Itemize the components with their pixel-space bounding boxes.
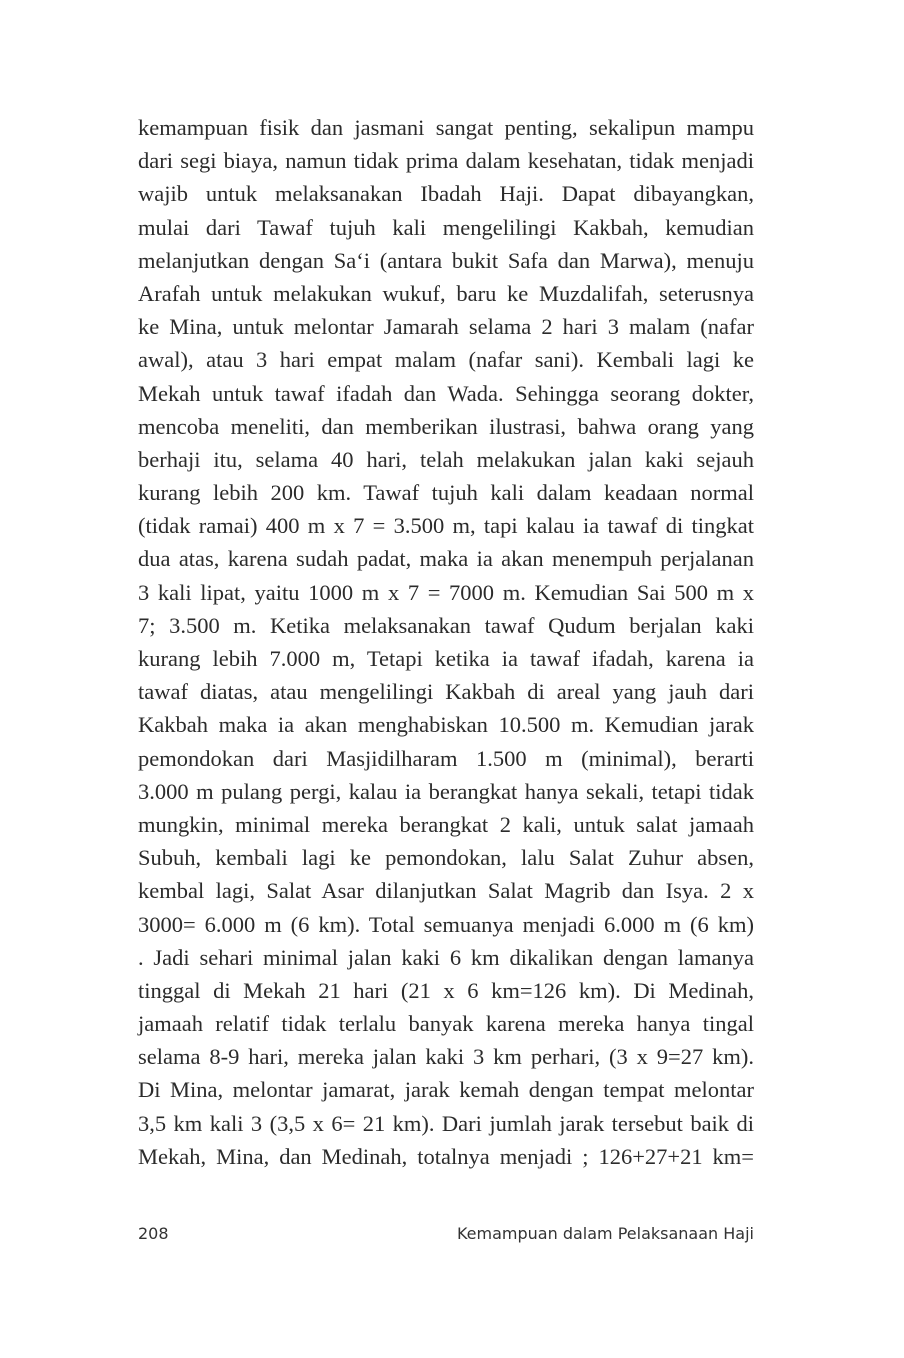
text-line: dua atas, karena sudah padat, maka ia akan menempuh perjalanan bbox=[138, 546, 754, 572]
text-line: 3.000 m pulang pergi, kalau ia berangkat hanya sekali, tetapi tidak bbox=[138, 778, 754, 804]
text-line: mencoba meneliti, dan memberikan ilustrasi, bahwa orang yang bbox=[138, 413, 754, 439]
text-line: 3,5 km kali 3 (3,5 x 6= 21 km). Dari jumlah jarak tersebut baik di bbox=[138, 1110, 754, 1136]
page-footer bbox=[138, 1221, 754, 1247]
text-line: . Jadi sehari minimal jalan kaki 6 km dikalikan dengan lamanya bbox=[138, 944, 754, 970]
text-line: kemampuan fisik dan jasmani sangat penting, sekalipun mampu bbox=[138, 115, 754, 140]
text-line: Di Mina, melontar jamarat, jarak kemah dengan tempat melontar bbox=[138, 1077, 754, 1103]
text-line: 3 kali lipat, yaitu 1000 m x 7 = 7000 m. Kemudian Sai 500 m x bbox=[138, 579, 754, 605]
text-line: selama 8-9 hari, mereka jalan kaki 3 km perhari, (3 x 9=27 km). bbox=[138, 1044, 754, 1070]
text-line: ke Mina, untuk melontar Jamarah selama 2 hari 3 malam (nafar bbox=[138, 314, 754, 340]
text-line: Arafah untuk melakukan wukuf, baru ke Muzdalifah, seterusnya bbox=[138, 280, 754, 306]
text-line: (tidak ramai) 400 m x 7 = 3.500 m, tapi kalau ia tawaf di tingkat bbox=[138, 513, 754, 539]
text-line: Subuh, kembali lagi ke pemondokan, lalu Salat Zuhur absen, bbox=[138, 845, 754, 871]
text-line: tawaf diatas, atau mengelilingi Kakbah di areal yang jauh dari bbox=[138, 679, 754, 705]
text-line: Mekah untuk tawaf ifadah dan Wada. Sehingga seorang dokter, bbox=[138, 380, 754, 406]
text-line: pemondokan dari Masjidilharam 1.500 m (minimal), berarti bbox=[138, 745, 754, 771]
text-line: 7; 3.500 m. Ketika melaksanakan tawaf Qudum berjalan kaki bbox=[138, 612, 754, 638]
text-line: kembal lagi, Salat Asar dilanjutkan Salat Magrib dan Isya. 2 x bbox=[138, 878, 754, 904]
text-line: mulai dari Tawaf tujuh kali mengelilingi Kakbah, kemudian bbox=[138, 214, 754, 240]
text-line: wajib untuk melaksanakan Ibadah Haji. Dapat dibayangkan, bbox=[138, 181, 754, 207]
text-line: kurang lebih 7.000 m, Tetapi ketika ia tawaf ifadah, karena ia bbox=[138, 646, 754, 671]
text-line: Mekah, Mina, dan Medinah, totalnya menjadi ; 126+27+21 km= bbox=[138, 1143, 754, 1169]
page-number: 208 bbox=[138, 1224, 169, 1243]
text-line: melanjutkan dengan Sa‘i (antara bukit Safa dan Marwa), menuju bbox=[138, 247, 754, 273]
text-line: mungkin, minimal mereka berangkat 2 kali, untuk salat jamaah bbox=[138, 811, 754, 837]
text-line: Kakbah maka ia akan menghabiskan 10.500 m. Kemudian jarak bbox=[138, 712, 754, 738]
text-line: awal), atau 3 hari empat malam (nafar sani). Kembali lagi ke bbox=[138, 347, 754, 373]
text-line: dari segi biaya, namun tidak prima dalam kesehatan, tidak menjadi bbox=[138, 148, 754, 174]
running-head: Kemampuan dalam Pelaksanaan Haji bbox=[456, 1224, 754, 1243]
text-line: kurang lebih 200 km. Tawaf tujuh kali dalam keadaan normal bbox=[138, 480, 754, 506]
text-line: tinggal di Mekah 21 hari (21 x 6 km=126 km). Di Medinah, bbox=[138, 977, 754, 1003]
text-line: jamaah relatif tidak terlalu banyak karena mereka hanya tingal bbox=[138, 1011, 754, 1037]
text-line: berhaji itu, selama 40 hari, telah melakukan jalan kaki sejauh bbox=[138, 446, 754, 472]
text-line: 3000= 6.000 m (6 km). Total semuanya menjadi 6.000 m (6 km) bbox=[138, 911, 754, 937]
body-paragraph bbox=[138, 111, 754, 1173]
